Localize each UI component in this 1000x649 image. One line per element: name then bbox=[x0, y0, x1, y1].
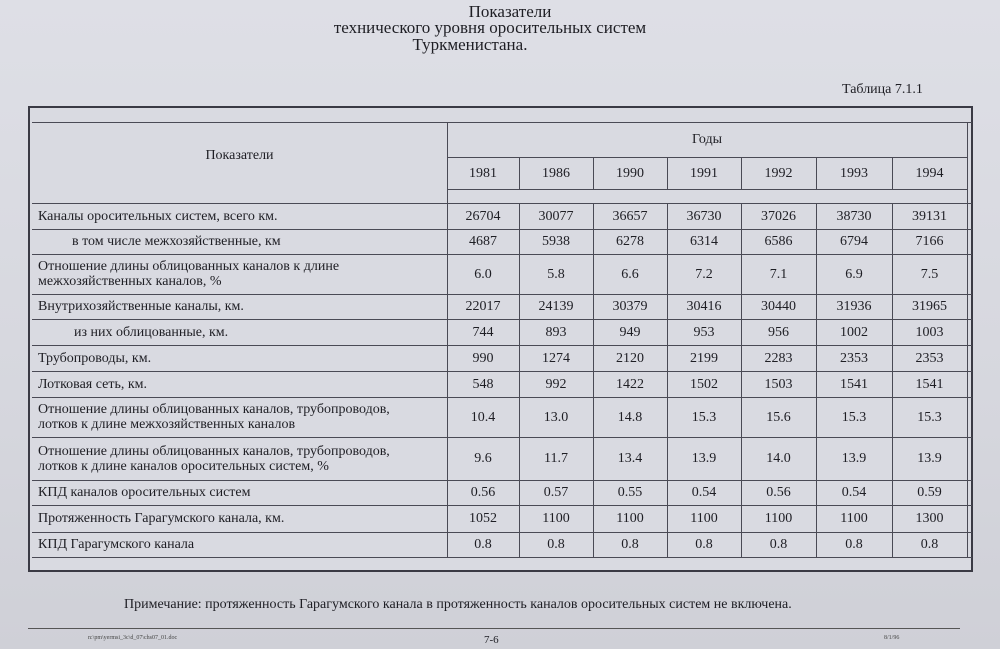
row-label: Внутрихозяйственные каналы, км. bbox=[38, 299, 244, 314]
table-cell-value: 1300 bbox=[915, 511, 944, 526]
row-label: в том числе межхозяйственные, км bbox=[72, 234, 281, 249]
table-cell-value: 949 bbox=[619, 324, 641, 340]
table-cell-value: 0.54 bbox=[841, 485, 867, 500]
row-label: межхозяйственных каналов, % bbox=[38, 274, 222, 289]
table-cell-value: 0.8 bbox=[845, 537, 863, 552]
table-cell-value: 11.7 bbox=[544, 451, 568, 466]
row-label: Отношение длины облицованных каналов к длине bbox=[38, 259, 340, 274]
table-cell-value: 31965 bbox=[912, 299, 947, 314]
table-cell-value: 13.4 bbox=[617, 451, 643, 466]
table-cell-value: 1503 bbox=[764, 376, 793, 392]
table-cell-value: 0.54 bbox=[691, 485, 717, 500]
year-header-1986: 1986 bbox=[542, 165, 570, 181]
table-cell-value: 14.8 bbox=[617, 409, 643, 425]
table-cell-value: 38730 bbox=[836, 208, 872, 224]
table-cell-value: 1422 bbox=[616, 376, 644, 392]
table-cell-value: 1100 bbox=[542, 511, 570, 526]
table-cell-value: 953 bbox=[693, 324, 715, 340]
table-cell-value: 1100 bbox=[840, 511, 868, 526]
table-cell-value: 36730 bbox=[686, 208, 722, 224]
table-cell-value: 30077 bbox=[538, 208, 574, 224]
table-cell-value: 5.8 bbox=[547, 266, 565, 282]
row-label: Трубопроводы, км. bbox=[38, 350, 152, 366]
table-cell-value: 30440 bbox=[761, 299, 796, 314]
table-cell-value: 26704 bbox=[465, 208, 501, 224]
table-cell-value: 6.6 bbox=[621, 266, 639, 282]
table-note: Примечание: протяженность Гарагумского канала в протяженность каналов оросительных систем не включена. bbox=[124, 597, 792, 612]
table-cell-value: 1502 bbox=[690, 376, 718, 392]
table-cell-value: 990 bbox=[472, 350, 494, 366]
table-cell-value: 5938 bbox=[542, 234, 570, 249]
table-cell-value: 1002 bbox=[840, 324, 868, 340]
table-cell-value: 37026 bbox=[761, 208, 796, 224]
table-cell-value: 30416 bbox=[686, 299, 722, 314]
table-cell-value: 15.3 bbox=[691, 409, 717, 425]
table-cell-value: 0.8 bbox=[474, 537, 492, 552]
year-header-1990: 1990 bbox=[616, 165, 644, 181]
table-cell-value: 6.0 bbox=[474, 266, 492, 282]
table-cell-value: 30379 bbox=[612, 299, 648, 314]
row-label: лотков к длине каналов оросительных систем, % bbox=[38, 458, 329, 474]
footer-date: 8/1/96 bbox=[884, 635, 900, 641]
years-bottom-line bbox=[447, 189, 967, 190]
indicator-column-header: Показатели bbox=[205, 148, 274, 163]
table-cell-value: 13.9 bbox=[691, 451, 717, 466]
table-cell-value: 1100 bbox=[690, 511, 718, 526]
file-path: n:\pm\yermsi_3c\d_07\chs07_01.doc bbox=[88, 635, 178, 641]
table-cell-value: 15.3 bbox=[841, 409, 867, 425]
row-label: КПД Гарагумского канала bbox=[38, 537, 195, 552]
table-cell-value: 1052 bbox=[469, 511, 497, 526]
row-label: Каналы оросительных систем, всего км. bbox=[38, 208, 278, 224]
table-cell-value: 0.56 bbox=[766, 485, 791, 500]
table-cell-value: 956 bbox=[768, 324, 789, 340]
table-cell-value: 1003 bbox=[915, 324, 944, 340]
year-header-1991: 1991 bbox=[690, 165, 718, 181]
table-cell-value: 744 bbox=[472, 324, 494, 340]
table-cell-value: 7166 bbox=[915, 234, 944, 249]
year-header-1993: 1993 bbox=[840, 165, 868, 181]
table-cell-value: 2199 bbox=[690, 350, 718, 366]
table-cell-value: 13.0 bbox=[543, 409, 569, 425]
table-cell-value: 13.9 bbox=[917, 451, 942, 466]
table-cell-value: 10.4 bbox=[470, 409, 496, 425]
table-cell-value: 9.6 bbox=[474, 451, 492, 466]
table-cell-value: 1541 bbox=[915, 376, 944, 392]
table-cell-value: 24139 bbox=[538, 299, 574, 314]
document-title-line-2: технического уровня оросительных систем bbox=[333, 18, 647, 37]
table-cell-value: 6314 bbox=[690, 234, 718, 249]
year-header-1994: 1994 bbox=[915, 165, 944, 181]
table-cell-value: 548 bbox=[472, 376, 494, 392]
table-cell-value: 0.8 bbox=[695, 537, 713, 552]
table-cell-value: 6.9 bbox=[845, 266, 863, 282]
table-cell-value: 13.9 bbox=[841, 451, 867, 466]
row-label: Отношение длины облицованных каналов, трубопроводов, bbox=[38, 402, 390, 417]
table-cell-value: 1274 bbox=[542, 350, 570, 366]
table-cell-value: 2120 bbox=[616, 350, 644, 366]
table-cell-value: 36657 bbox=[612, 208, 648, 224]
table-cell-value: 15.6 bbox=[766, 409, 791, 425]
table-cell-value: 31936 bbox=[836, 299, 872, 314]
table-cell-value: 1100 bbox=[764, 511, 793, 526]
document-title-line-3: Туркменистана. bbox=[412, 35, 528, 54]
table-cell-value: 2353 bbox=[840, 350, 868, 366]
years-column-header: Годы bbox=[692, 132, 722, 147]
table-cell-value: 4687 bbox=[469, 234, 497, 249]
document-title-line-1: Показатели bbox=[468, 2, 552, 21]
table-cell-value: 0.57 bbox=[543, 485, 569, 500]
table-cell-value: 7.5 bbox=[920, 266, 939, 282]
table-cell-value: 0.8 bbox=[621, 537, 639, 552]
page-number: 7-6 bbox=[484, 634, 499, 646]
table-cell-value: 7.1 bbox=[769, 266, 788, 282]
indicators-table bbox=[28, 106, 973, 572]
row-label: из них облицованные, км. bbox=[74, 324, 229, 340]
table-cell-value: 14.0 bbox=[766, 451, 791, 466]
table-cell-value: 6278 bbox=[616, 234, 644, 249]
row-label: Лотковая сеть, км. bbox=[38, 376, 148, 392]
row-label: лотков к длине межхозяйственных каналов bbox=[38, 417, 296, 432]
year-header-1992: 1992 bbox=[764, 165, 793, 181]
table-cell-value: 0.59 bbox=[917, 485, 942, 500]
table-number: Таблица 7.1.1 bbox=[842, 82, 923, 97]
right-column-border bbox=[967, 122, 968, 557]
table-cell-value: 6794 bbox=[840, 234, 868, 249]
body-bottom-line bbox=[32, 557, 972, 558]
footer-divider bbox=[28, 628, 960, 629]
row-label: Отношение длины облицованных каналов, трубопроводов, bbox=[38, 443, 390, 459]
table-cell-value: 15.3 bbox=[917, 409, 942, 425]
table-cell-value: 992 bbox=[545, 376, 567, 392]
table-cell-value: 1541 bbox=[840, 376, 868, 392]
table-cell-value: 2283 bbox=[764, 350, 793, 366]
table-cell-value: 6586 bbox=[764, 234, 793, 249]
table-cell-value: 0.8 bbox=[920, 537, 939, 552]
table-cell-value: 0.55 bbox=[617, 485, 643, 500]
table-cell-value: 22017 bbox=[465, 299, 501, 314]
row-label: КПД каналов оросительных систем bbox=[38, 485, 251, 500]
table-cell-value: 7.2 bbox=[695, 266, 713, 282]
table-cell-value: 893 bbox=[545, 324, 567, 340]
year-header-1981: 1981 bbox=[469, 165, 497, 181]
table-cell-value: 0.8 bbox=[547, 537, 565, 552]
table-cell-value: 1100 bbox=[616, 511, 644, 526]
table-cell-value: 2353 bbox=[915, 350, 944, 366]
table-cell-value: 0.8 bbox=[769, 537, 788, 552]
row-label: Протяженность Гарагумского канала, км. bbox=[38, 511, 285, 526]
table-cell-value: 0.56 bbox=[470, 485, 496, 500]
table-cell-value: 39131 bbox=[912, 208, 947, 224]
